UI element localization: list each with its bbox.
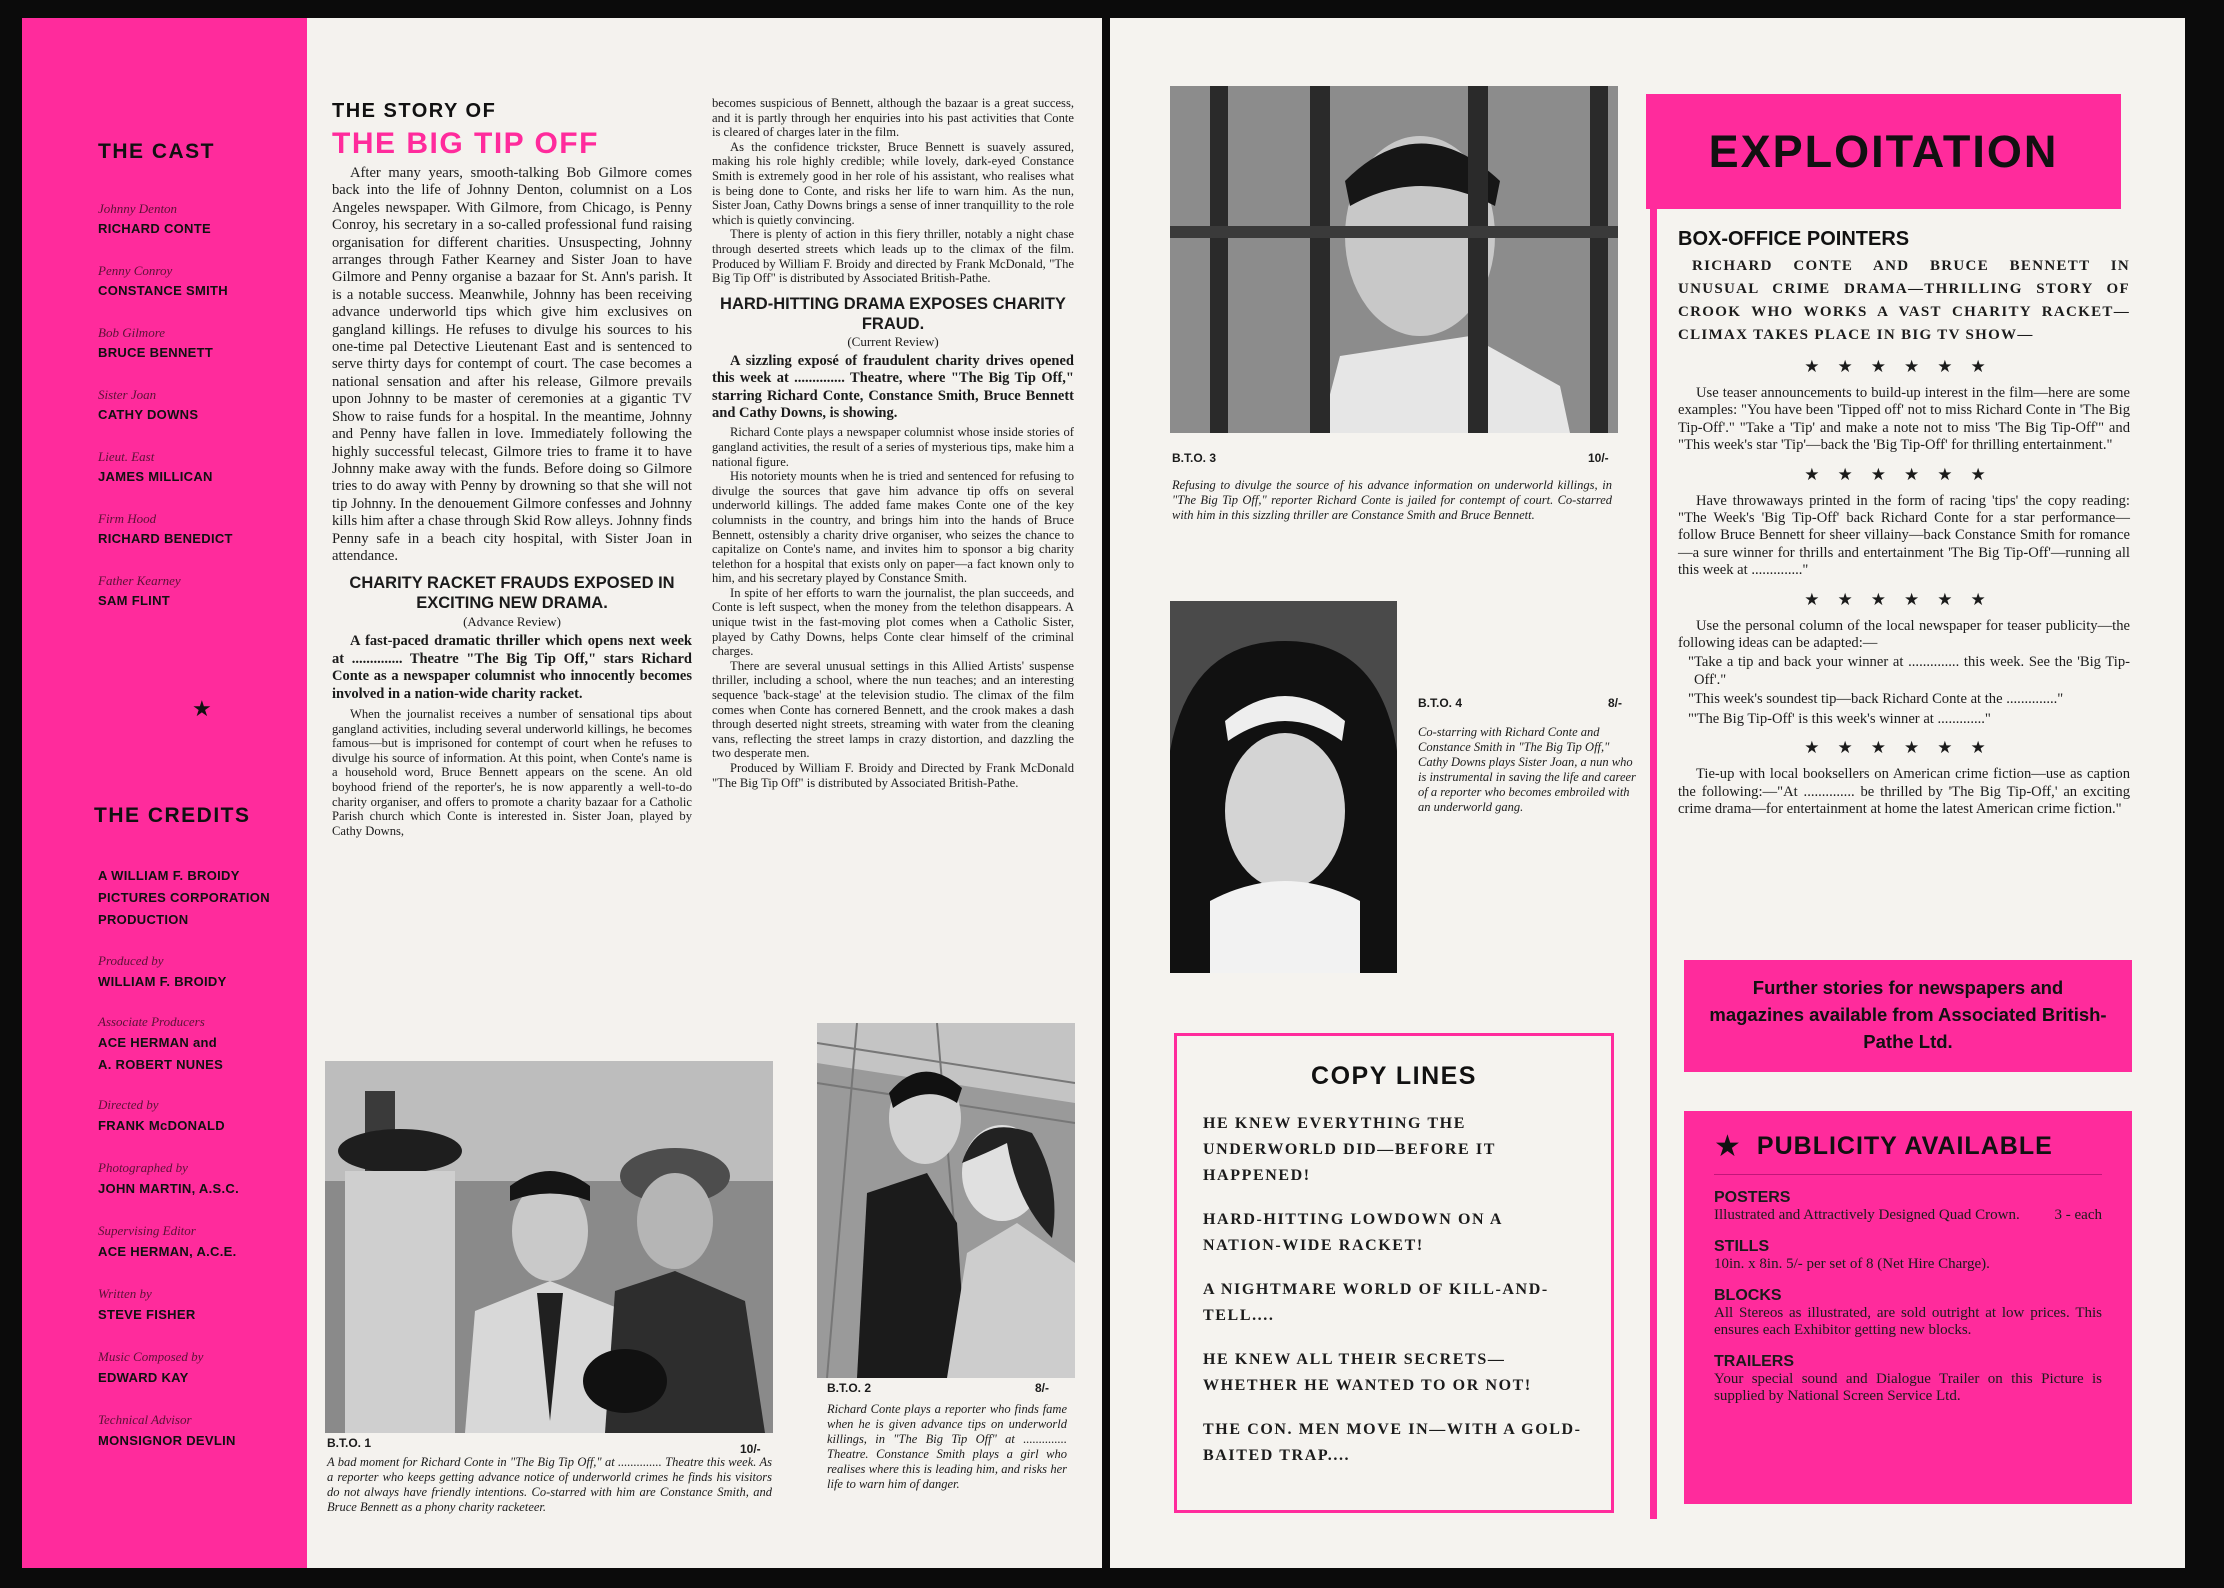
column2-text: As the confidence trickster, Bruce Bennett is suavely assured, making his role highly credible; while lovely, dark-eyed Constance Smith is extremely good in her role of his assistant, who realises what is being done to Conte, and risks her life to warn him. As the nun, Sister Joan, Cathy Downs brings a sense of inner tranquillity to the role which is quietly convincing. [712, 139, 1074, 227]
cast-name: JAMES MILLICAN [98, 469, 213, 484]
story-text: After many years, smooth-talking Bob Gilmore comes back into the life of Johnny Denton, columnist on a Los Angeles newspaper. With Gilmore, from Chicago, is Penny Conroy, his secretary in a so-called professional fund raising organisation for different charities. Unsuspecting, Johnny arranges through Father Kearney and Sister Joan to have Gilmore and Penny organise a bazaar for St. Ann's parish. It is a notable success. Meanwhile, Johnny has been receiving advance underworld tips which give him exclusives on gangland killings. He refuses to divulge his sources to his one-time pal Detective Lieutenant East and is sentenced to serve thirty days for contempt of court. The case becomes a national sensation and after his release, Gilmore prevails upon Johnny to be master of ceremonies at a gigantic TV Show to raise funds for a hospital. In the meantime, Johnny and Penny have fallen in love. Immediately following the highly successful telecast, Gilmore tries to frame it to have Johnny make away with the funds. Before doing so Gilmore tries to do away with Penny by drowning so that she will not tip Johnny. In the denouement Gilmore confesses and Johnny kills him after a chase through Skid Row alleys. Johnny finds Penny safe in a beach city hospital, with Sister Joan in attendance. [332, 165, 692, 564]
exploitation-para: Tie-up with local booksellers on American crime fiction—use as caption the following:—"At .............. be thrilled by 'The Big Tip-Off,' an exciting crime drama—for entertainment at home the latest American crime fiction." [1678, 766, 2130, 817]
still-code: B.T.O. 3 [1172, 451, 1217, 465]
column2-text: His notoriety mounts when he is tried and sentenced for refusing to divulge the sources that gave him advance tip offs on several underworld killings. The added fame makes Conte one of the key columnists in the country, and brings him into the hands of Bruce Bennett, ostensibly a charity drive organiser, who seizes the chance to capitalize on Conte's name, and invites him to sponsor a big charity telethon for a hospital that exists only on paper—a fact known only to him, and his secretary played by Constance Smith. [712, 469, 1074, 586]
exploitation-heading: EXPLOITATION [1708, 126, 2059, 177]
publicity-header [1714, 1129, 2102, 1164]
copy-line: HE KNEW EVERYTHING THE UNDERWORLD DID—BEFORE IT HAPPENED! [1203, 1115, 1496, 1184]
credit-name: EDWARD KAY [98, 1370, 189, 1385]
copy-line: HE KNEW ALL THEIR SECRETS—WHETHER HE WANTED TO OR NOT! [1203, 1351, 1532, 1394]
cast-name: SAM FLINT [98, 593, 171, 608]
pink-rule-divider [1650, 209, 1657, 1519]
column2-text: In spite of her efforts to warn the journalist, the plan succeeds, and Conte is left suspect, when the money from the telethon disappears. A unique twist in the fast-moving plot comes when a Catholic Sister, played by Cathy Downs, helps Conte clear himself of the criminal charges. [712, 585, 1074, 659]
man-behind-bars-photo-image [1170, 86, 1618, 433]
credits-company-line: PICTURES CORPORATION [98, 890, 270, 905]
credit-role: Technical Advisor [98, 1412, 192, 1427]
exploitation-content [1678, 228, 2130, 818]
cast-role: Bob Gilmore [98, 325, 166, 340]
credits-company-line: A WILLIAM F. BROIDY [98, 868, 240, 883]
credit-name: JOHN MARTIN, A.S.C. [98, 1181, 240, 1196]
cast-role: Sister Joan [98, 387, 157, 402]
stars-divider-icon: ★★★★★★ [1804, 738, 2004, 758]
cast-role: Lieut. East [98, 449, 155, 464]
publicity-item-title: BLOCKS [1714, 1287, 1782, 1304]
credit-name: A. ROBERT NUNES [98, 1057, 224, 1072]
star-icon: ★ [1714, 1130, 1741, 1163]
credit-role: Written by [98, 1286, 152, 1301]
left-page [22, 18, 1102, 1568]
review1-tag: (Advance Review) [463, 614, 561, 630]
still-price: 10/- [740, 1442, 761, 1456]
credits-heading: THE CREDITS [94, 804, 251, 827]
still-caption: Richard Conte plays a reporter who finds fame when he is given advance tips on underworld killings, in "The Big Tip Off" at .............. Theatre. Constance Smith plays a girl who realises where this is leading him, and risks her life to warn him of danger. [827, 1402, 1067, 1491]
cast-name: RICHARD CONTE [98, 221, 211, 236]
stars-divider-icon: ★★★★★★ [1804, 464, 2004, 484]
publicity-heading: PUBLICITY AVAILABLE [1756, 1132, 2053, 1160]
publicity-item-text: All Stereos as illustrated, are sold outright at low prices. This ensures each Exhibitor getting new blocks. [1714, 1305, 2102, 1338]
couple-photo-image [817, 1023, 1075, 1378]
still-photo-bto-4 [1170, 601, 1397, 973]
teaser-quote: "Take a tip and back your winner at .............. this week. See the 'Big Tip-Off'." [1688, 654, 2130, 688]
cast-name: RICHARD BENEDICT [98, 531, 233, 546]
review1-text: When the journalist receives a number of sensational tips about gangland activities, including several underworld killings, he becomes famous—but is imprisoned for contempt of court when he refuses to divulge his source of information. At this point, when Conte's name is a household word, Bruce Bennett appears on the scene. An old boyhood friend of the reporter's, he is now apparently a well-to-do charity organiser, and offers to promote a charity bazaar for a Catholic Parish church which Conte is interested in. Sister Joan, played by Cathy Downs, [332, 706, 692, 838]
still-price: 8/- [1608, 696, 1623, 710]
cast-heading: THE CAST [98, 140, 215, 163]
column2-text: becomes suspicious of Bennett, although the bazaar is a great success, and it is partly through her enquiries into his past activities that Conte is cleared of charges later in the film. [712, 96, 1074, 140]
star-divider-icon: ★ [192, 696, 212, 721]
credit-role: Produced by [98, 953, 164, 968]
still-caption: Refusing to divulge the source of his advance information on underworld killings, in "The Big Tip Off," reporter Richard Conte is jailed for contempt of court. Co-starred with him in this sizzling thriller are Constance Smith and Bruce Bennett. [1172, 478, 1612, 522]
still-price: 10/- [1588, 451, 1609, 465]
credit-name: MONSIGNOR DEVLIN [98, 1433, 236, 1448]
teaser-quote: "'The Big Tip-Off' is this week's winner at ............." [1688, 710, 1991, 727]
still-photo-bto-3 [1170, 86, 1618, 433]
header-rule [1714, 1174, 2102, 1175]
publicity-box [1684, 1111, 2132, 1504]
still-price: 8/- [1035, 1381, 1050, 1395]
publicity-item-text: Illustrated and Attractively Designed Quad Crown. [1714, 1207, 2020, 1223]
story-title: THE BIG TIP OFF [332, 127, 599, 160]
nun-portrait-photo-image [1170, 601, 1397, 973]
publicity-item-title: TRAILERS [1714, 1353, 1794, 1370]
credit-name: FRANK McDONALD [98, 1118, 225, 1133]
cast-role: Father Kearney [98, 573, 181, 588]
credit-name: STEVE FISHER [98, 1307, 196, 1322]
three-men-photo-image [325, 1061, 773, 1433]
box-office-pointers: RICHARD CONTE AND BRUCE BENNETT IN UNUSUAL CRIME DRAMA—THRILLING STORY OF CROOK WHO WORKS A VAST CHARITY RACKET—CLIMAX TAKES PLACE IN BIG TV SHOW— [1678, 258, 2130, 343]
further-stories-text: Further stories for newspapers and magazines available from Associated British-Pathe Ltd. [1709, 977, 2107, 1052]
credit-role: Associate Producers [98, 1014, 205, 1029]
credit-name: ACE HERMAN and [98, 1035, 218, 1050]
review1-headline: CHARITY RACKET FRAUDS EXPOSED IN EXCITING NEW DRAMA. [349, 574, 675, 613]
exploitation-para: Use the personal column of the local newspaper for teaser publicity—the following ideas can be adapted:— [1678, 617, 2130, 652]
cast-credits-sidebar [22, 18, 307, 1568]
column2-text: There are several unusual settings in this Allied Artists' suspense thriller, including a school, where the nun teaches; and an interesting sequence 'back-stage' at the television studio. The climax of the film comes when Conte has cornered Bennett, and the crook makes a dash through deserted night streets, streaming with water from the cleaning vans, reflecting the street lamps in crazy distortion, and dazzling the two desperate men. [712, 658, 1074, 761]
still-code: B.T.O. 1 [327, 1436, 372, 1450]
story-column [332, 100, 692, 838]
publicity-item-text: Your special sound and Dialogue Trailer on this Picture is supplied by National Screen Service Ltd. [1714, 1371, 2102, 1404]
stars-divider-icon: ★★★★★★ [1804, 589, 2004, 609]
publicity-item-title: POSTERS [1714, 1189, 1791, 1206]
review2-headline: HARD-HITTING DRAMA EXPOSES CHARITY FRAUD. [720, 294, 1066, 333]
still-photo-bto-1 [325, 1061, 773, 1433]
still-caption: Co-starring with Richard Conte and Constance Smith in "The Big Tip Off," Cathy Downs plays Sister Joan, a nun who is instrumental in saving the life and career of a reporter who becomes embroiled with an underworld gang. [1418, 725, 1636, 814]
box-office-heading: BOX-OFFICE POINTERS [1678, 228, 1910, 250]
cast-name: CONSTANCE SMITH [98, 283, 228, 298]
copy-line: HARD-HITTING LOWDOWN ON A NATION-WIDE RACKET! [1203, 1211, 1503, 1254]
publicity-item-price: 3 - each [2054, 1207, 2102, 1223]
still-photo-bto-2 [817, 1023, 1075, 1378]
column2-text: Richard Conte plays a newspaper columnist whose inside stories of gangland activities, the result of a series of mysterious tips, make him a national figure. [712, 425, 1074, 469]
credit-name: ACE HERMAN, A.C.E. [98, 1244, 237, 1259]
copy-lines-box [1174, 1033, 1614, 1513]
copy-line: THE CON. MEN MOVE IN—WITH A GOLD-BAITED TRAP.... [1203, 1421, 1582, 1464]
cast-role: Penny Conroy [98, 263, 173, 278]
copy-line: A NIGHTMARE WORLD OF KILL-AND-TELL.... [1203, 1281, 1549, 1324]
column2-text: Produced by William F. Broidy and Directed by Frank McDonald "The Big Tip Off" is distributed by Associated British-Pathe. [712, 761, 1074, 790]
publicity-item-text: 10in. x 8in. 5/- per set of 8 (Net Hire Charge). [1714, 1256, 1990, 1272]
still-code: B.T.O. 4 [1418, 696, 1463, 710]
exploitation-para: Have throwaways printed in the form of racing 'tips' the copy reading: "The Week's 'Big Tip-Off' back Richard Conte for a star performance—follow Bruce Bennett for sheer villainy—back Constance Smith for romance—a sure winner for thrills and entertainment 'The Big Tip-Off'—running all this week at .............." [1678, 492, 2130, 579]
cast-name: CATHY DOWNS [98, 407, 199, 422]
story-kicker: THE STORY OF [332, 100, 497, 122]
credits-company-line: PRODUCTION [98, 912, 189, 927]
further-stories-box [1684, 960, 2132, 1072]
review2-tag: (Current Review) [847, 333, 939, 349]
credit-role: Photographed by [98, 1160, 188, 1175]
review1-lead: A fast-paced dramatic thriller which opens next week at .............. Theatre "The Big Tip Off," stars Richard Conte as a newspaper columnist who innocently becomes involved in a nation-wide charity racket. [332, 633, 692, 702]
teaser-quote: "This week's soundest tip—back Richard Conte at the .............." [1688, 691, 2064, 708]
right-page [1110, 18, 2185, 1568]
copy-lines-heading: COPY LINES [1311, 1062, 1477, 1090]
cast-role: Johnny Denton [98, 201, 178, 216]
cast-name: BRUCE BENNETT [98, 345, 214, 360]
credit-role: Directed by [98, 1097, 159, 1112]
credit-role: Music Composed by [98, 1349, 204, 1364]
cast-role: Firm Hood [98, 511, 157, 526]
review2-lead: A sizzling exposé of fraudulent charity drives opened this week at .............. Theatre, where "The Big Tip Off," starring Richard Conte, Constance Smith, Bruce Bennett and Cathy Downs, is showing. [712, 352, 1074, 421]
exploitation-para: Use teaser announcements to build-up interest in the film—here are some examples: "You have been 'Tipped off' not to miss Richard Conte in 'The Big Tip-Off'." "Take a 'Tip' and make a note not to miss 'The Big Tip-Off'" and "This week's star 'Tip'—back the 'Big Tip-Off' for thrilling entertainment." [1678, 385, 2130, 454]
column2-text: There is plenty of action in this fiery thriller, notably a night chase through deserted streets which leads up to the climax of the film. Produced by William F. Broidy and directed by Frank McDonald, "The Big Tip Off" is distributed by Associated British-Pathe. [712, 227, 1074, 286]
credit-name: WILLIAM F. BROIDY [98, 974, 227, 989]
still-caption: A bad moment for Richard Conte in "The Big Tip Off," at .............. Theatre this week. As a reporter who keeps getting advance notice of underworld crimes he finds his visitors do not always have friendly intentions. Co-starred with him are Constance Smith, and Bruce Bennett as a phony charity racketeer. [327, 1455, 772, 1514]
publicity-item-title: STILLS [1714, 1238, 1770, 1255]
stars-divider-icon: ★★★★★★ [1804, 357, 2004, 376]
still-code: B.T.O. 2 [827, 1381, 872, 1395]
credit-role: Supervising Editor [98, 1223, 196, 1238]
exploitation-banner [1646, 94, 2121, 209]
reviews-column [712, 96, 1074, 790]
